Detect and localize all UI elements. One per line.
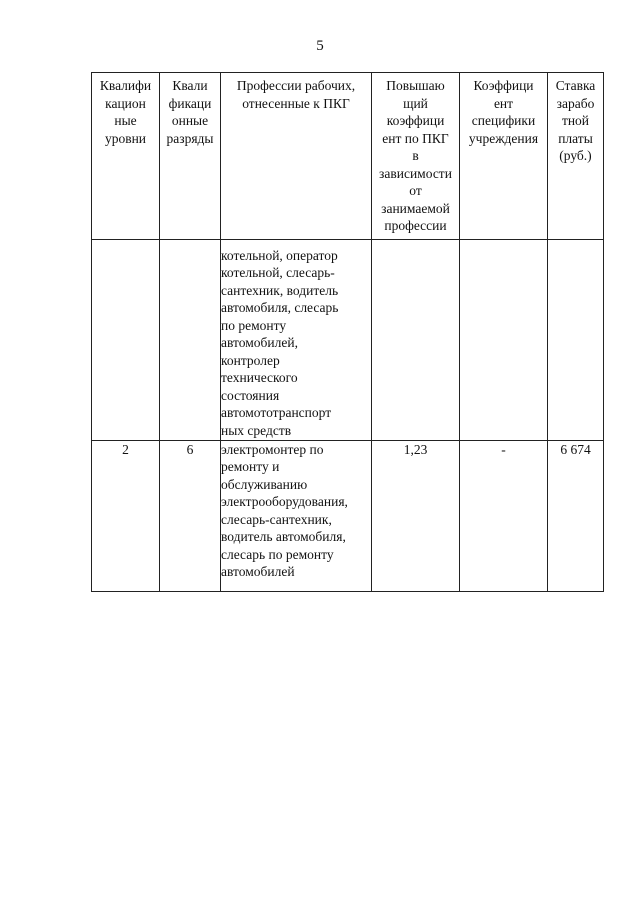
- cell-grade: [160, 239, 221, 440]
- cell-rate: [548, 239, 604, 440]
- cell-coefficient: [372, 239, 460, 440]
- salary-table: [91, 72, 604, 592]
- table-row: [92, 239, 604, 440]
- cell-level: 2: [92, 440, 160, 591]
- header-specific-coefficient: Коэффици ент специфики учреждения: [460, 73, 548, 240]
- header-raising-coefficient: Повышаю щий коэффици ент по ПКГ в зависимости от занимаемой профессии: [372, 73, 460, 240]
- cell-level: [92, 239, 160, 440]
- page-number: 5: [316, 38, 324, 54]
- header-qualification-grades: Квали фикаци онные разряды: [160, 73, 221, 240]
- cell-rate: 6 674: [548, 440, 604, 591]
- header-salary-rate: Ставка зарабо тной платы (руб.): [548, 73, 604, 240]
- cell-coefficient: 1,23: [372, 440, 460, 591]
- table-header-row: [92, 73, 604, 240]
- cell-specific-coefficient: -: [460, 440, 548, 591]
- header-professions: Профессии рабочих, отнесенные к ПКГ: [221, 73, 372, 240]
- header-qualification-levels: Квалифи кацион ные уровни: [92, 73, 160, 240]
- table-row: [92, 440, 604, 591]
- cell-grade: 6: [160, 440, 221, 591]
- cell-specific-coefficient: [460, 239, 548, 440]
- cell-professions: котельной, оператор котельной, слесарь- сантехник, водитель автомобиля, слесарь по ремонту автомобилей, контролер технического состояния автомототранспорт ных средств: [221, 239, 372, 440]
- cell-professions: электромонтер по ремонту и обслуживанию электрооборудования, слесарь-сантехник, водитель автомобиля, слесарь по ремонту автомобилей: [221, 440, 372, 591]
